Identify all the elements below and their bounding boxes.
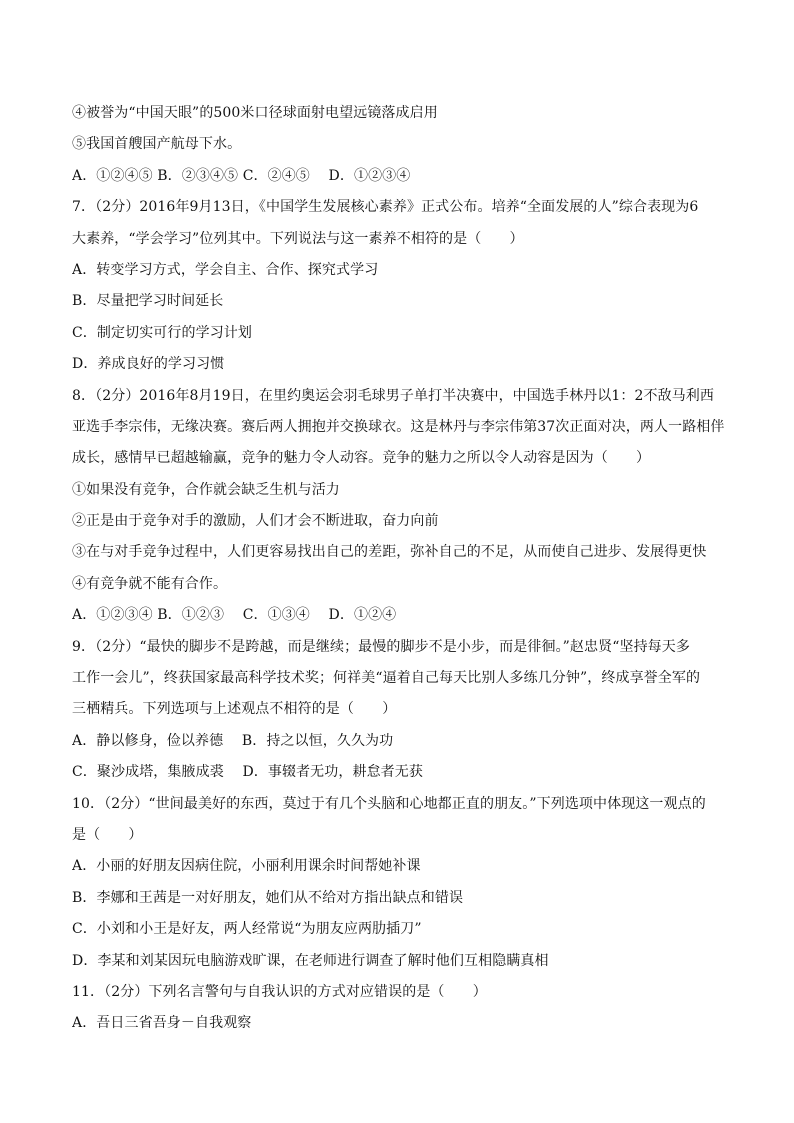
answer-options: A．①②③④ B．①②③ C．①③④ D．①②④ [72, 607, 397, 624]
question-7-stem: 7．（2分）2016年9月13日，《中国学生发展核心素养》正式公布。培养“全面发展的人”综合表现为6 [72, 199, 699, 216]
option-d: D．李某和刘某因玩电脑游戏旷课，在老师进行调查了解时他们互相隐瞒真相 [72, 952, 549, 969]
statement-item: ②正是由于竞争对手的激励，人们才会不断进取，奋力向前 [72, 513, 439, 530]
question-8-stem: 亚选手李宗伟，无缘决赛。赛后两人拥抱并交换球衣。这是林丹与李宗伟第37次正面对决，两人一路相伴 [72, 418, 725, 435]
option-a: A．吾日三省吾身－自我观察 [72, 1015, 252, 1032]
statement-item: ④有竞争就不能有合作。 [72, 575, 228, 592]
option-c: C．小刘和小王是好友，两人经常说“为朋友应两肋插刀” [72, 921, 422, 938]
option-a: A．小丽的好朋友因病住院，小丽利用课余时间帮她补课 [72, 858, 421, 875]
option-c: C．制定切实可行的学习计划 [72, 324, 253, 341]
question-9-stem: 9．（2分）“最快的脚步不是跨越，而是继续；最慢的脚步不是小步，而是徘徊。”赵忠贤“坚持每天多 [72, 638, 690, 655]
option-b: B．尽量把学习时间延长 [72, 293, 224, 310]
question-9-stem: 三栖精兵。下列选项与上述观点不相符的是（ ） [72, 701, 397, 718]
question-8-stem: 8．（2分）2016年8月19日，在里约奥运会羽毛球男子单打半决赛中，中国选手林丹以1：2不敌马利西 [72, 387, 714, 404]
question-11-stem: 11．（2分）下列名言警句与自我认识的方式对应错误的是（ ） [72, 983, 487, 1000]
statement-item: ③在与对手竞争过程中，人们更容易找出自己的差距，弥补自己的不足，从而使自己进步、发展得更快 [72, 544, 707, 561]
question-9-stem: 工作一会儿”，终获国家最高科学技术奖；何祥美“逼着自己每天比别人多练几分钟”，终成享誉全军的 [72, 670, 701, 687]
question-10-stem: 10．（2分）“世间最美好的东西，莫过于有几个头脑和心地都正直的朋友。”下列选项中体现这一观点的 [72, 795, 706, 812]
question-8-stem: 成长，感情早已超越输赢，竞争的魅力令人动容。竞争的魅力之所以令人动容是因为（ ） [72, 450, 651, 467]
text-line: ④被誉为“中国天眼”的500米口径球面射电望远镜落成启用 [72, 105, 438, 121]
question-7-stem: 大素养，“学会学习”位列其中。下列说法与这一素养不相符的是（ ） [72, 230, 524, 247]
statement-item: ①如果没有竞争，合作就会缺乏生机与活力 [72, 481, 340, 498]
option-a: A．转变学习方式，学会自主、合作、探究式学习 [72, 261, 379, 278]
text-line: ⑤我国首艘国产航母下水。 [72, 136, 242, 153]
answer-options: C．聚沙成塔，集腋成裘 D．事辍者无功，耕怠者无获 [72, 764, 423, 781]
question-10-stem: 是（ ） [72, 826, 143, 843]
answer-options: A．静以修身，俭以养德 B．持之以恒，久久为功 [72, 732, 394, 749]
option-d: D．养成良好的学习习惯 [72, 356, 225, 373]
option-b: B．李娜和王茜是一对好朋友，她们从不给对方指出缺点和错误 [72, 889, 464, 906]
exam-page [72, 98, 732, 1040]
answer-options: A．①②④⑤ B．②③④⑤ C．②④⑤ D．①②③④ [72, 167, 411, 184]
